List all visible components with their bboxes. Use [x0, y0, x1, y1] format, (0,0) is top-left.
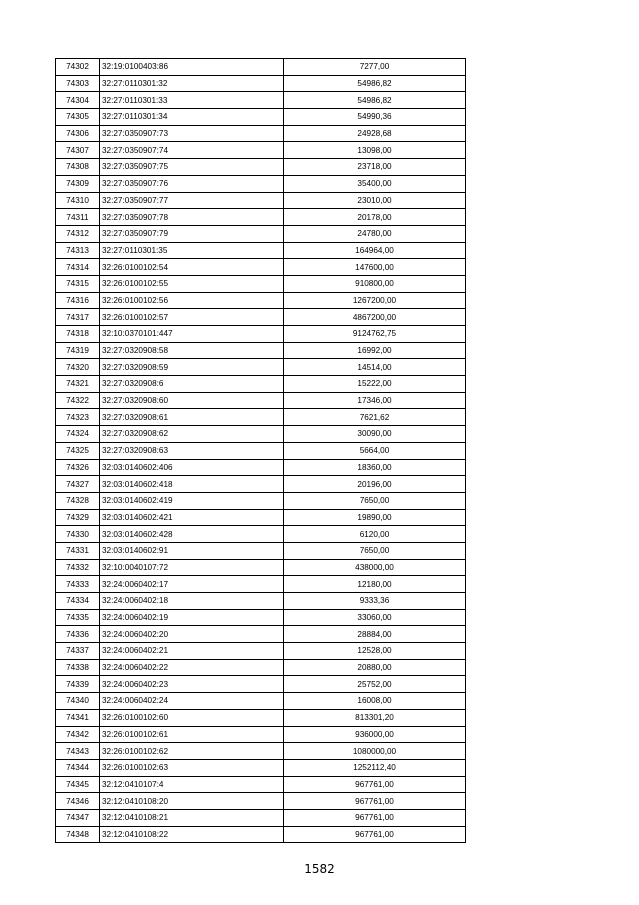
- cadastral-number-cell: 32:27:0110301:34: [100, 109, 284, 126]
- cadastral-number-cell: 32:24:0060402:19: [100, 609, 284, 626]
- cadastral-number-cell: 32:26:0100102:60: [100, 709, 284, 726]
- value-cell: 813301,20: [284, 709, 466, 726]
- row-number-cell: 74327: [56, 476, 100, 493]
- cadastral-number-cell: 32:27:0350907:75: [100, 159, 284, 176]
- row-number-cell: 74323: [56, 409, 100, 426]
- value-cell: 23718,00: [284, 159, 466, 176]
- cadastral-number-cell: 32:27:0320908:62: [100, 426, 284, 443]
- value-cell: 14514,00: [284, 359, 466, 376]
- value-cell: 936000,00: [284, 726, 466, 743]
- value-cell: 19890,00: [284, 509, 466, 526]
- row-number-cell: 74342: [56, 726, 100, 743]
- table-row: [56, 209, 466, 226]
- row-number-cell: 74343: [56, 743, 100, 760]
- row-number-cell: 74333: [56, 576, 100, 593]
- cadastral-number-cell: 32:26:0100102:54: [100, 259, 284, 276]
- page-number: 1582: [304, 862, 335, 876]
- cadastral-number-cell: 32:03:0140602:428: [100, 526, 284, 543]
- row-number-cell: 74316: [56, 292, 100, 309]
- table-row: [56, 376, 466, 393]
- value-cell: 5664,00: [284, 442, 466, 459]
- value-cell: 30090,00: [284, 426, 466, 443]
- cadastral-number-cell: 32:27:0350907:76: [100, 175, 284, 192]
- value-cell: 25752,00: [284, 676, 466, 693]
- cadastral-number-cell: 32:27:0320908:60: [100, 392, 284, 409]
- table-row: [56, 192, 466, 209]
- cadastral-number-cell: 32:24:0060402:24: [100, 693, 284, 710]
- row-number-cell: 74345: [56, 776, 100, 793]
- table-row: [56, 626, 466, 643]
- data-table: [55, 58, 466, 843]
- row-number-cell: 74348: [56, 826, 100, 843]
- value-cell: 967761,00: [284, 809, 466, 826]
- row-number-cell: 74331: [56, 542, 100, 559]
- table-row: [56, 676, 466, 693]
- value-cell: 967761,00: [284, 826, 466, 843]
- cadastral-number-cell: 32:27:0350907:73: [100, 125, 284, 142]
- table-row: [56, 275, 466, 292]
- table-row: [56, 609, 466, 626]
- cadastral-number-cell: 32:27:0350907:78: [100, 209, 284, 226]
- value-cell: 164964,00: [284, 242, 466, 259]
- table-row: [56, 509, 466, 526]
- cadastral-number-cell: 32:27:0350907:77: [100, 192, 284, 209]
- row-number-cell: 74317: [56, 309, 100, 326]
- table-row: [56, 125, 466, 142]
- row-number-cell: 74314: [56, 259, 100, 276]
- cadastral-number-cell: 32:03:0140602:91: [100, 542, 284, 559]
- table-row: [56, 109, 466, 126]
- value-cell: 16008,00: [284, 693, 466, 710]
- row-number-cell: 74325: [56, 442, 100, 459]
- value-cell: 147600,00: [284, 259, 466, 276]
- row-number-cell: 74320: [56, 359, 100, 376]
- row-number-cell: 74311: [56, 209, 100, 226]
- value-cell: 1080000,00: [284, 743, 466, 760]
- table-row: [56, 526, 466, 543]
- table-row: [56, 659, 466, 676]
- value-cell: 9124762,75: [284, 326, 466, 343]
- cadastral-number-cell: 32:12:0410107:4: [100, 776, 284, 793]
- table-row: [56, 776, 466, 793]
- cadastral-number-cell: 32:24:0060402:18: [100, 593, 284, 610]
- table-row: [56, 593, 466, 610]
- table-row: [56, 459, 466, 476]
- row-number-cell: 74330: [56, 526, 100, 543]
- value-cell: 13098,00: [284, 142, 466, 159]
- row-number-cell: 74307: [56, 142, 100, 159]
- row-number-cell: 74344: [56, 759, 100, 776]
- value-cell: 12180,00: [284, 576, 466, 593]
- cadastral-number-cell: 32:24:0060402:22: [100, 659, 284, 676]
- cadastral-number-cell: 32:19:0100403:86: [100, 59, 284, 76]
- value-cell: 7650,00: [284, 492, 466, 509]
- value-cell: 16992,00: [284, 342, 466, 359]
- cadastral-number-cell: 32:03:0140602:421: [100, 509, 284, 526]
- row-number-cell: 74324: [56, 426, 100, 443]
- value-cell: 24780,00: [284, 225, 466, 242]
- cadastral-number-cell: 32:27:0350907:79: [100, 225, 284, 242]
- table-row: [56, 693, 466, 710]
- value-cell: 1252112,40: [284, 759, 466, 776]
- row-number-cell: 74319: [56, 342, 100, 359]
- cadastral-number-cell: 32:24:0060402:17: [100, 576, 284, 593]
- table-row: [56, 709, 466, 726]
- table-row: [56, 826, 466, 843]
- value-cell: 7277,00: [284, 59, 466, 76]
- row-number-cell: 74315: [56, 275, 100, 292]
- value-cell: 20880,00: [284, 659, 466, 676]
- row-number-cell: 74309: [56, 175, 100, 192]
- value-cell: 17346,00: [284, 392, 466, 409]
- row-number-cell: 74337: [56, 643, 100, 660]
- value-cell: 9333,36: [284, 593, 466, 610]
- cadastral-number-cell: 32:10:0040107:72: [100, 559, 284, 576]
- cadastral-number-cell: 32:27:0320908:63: [100, 442, 284, 459]
- table-row: [56, 743, 466, 760]
- table-row: [56, 292, 466, 309]
- table-row: [56, 75, 466, 92]
- table-row: [56, 259, 466, 276]
- table-row: [56, 309, 466, 326]
- row-number-cell: 74326: [56, 459, 100, 476]
- value-cell: 54986,82: [284, 92, 466, 109]
- row-number-cell: 74305: [56, 109, 100, 126]
- cadastral-number-cell: 32:26:0100102:62: [100, 743, 284, 760]
- row-number-cell: 74318: [56, 326, 100, 343]
- row-number-cell: 74303: [56, 75, 100, 92]
- table-row: [56, 809, 466, 826]
- table-row: [56, 242, 466, 259]
- value-cell: 28884,00: [284, 626, 466, 643]
- row-number-cell: 74341: [56, 709, 100, 726]
- table-row: [56, 426, 466, 443]
- cadastral-number-cell: 32:26:0100102:55: [100, 275, 284, 292]
- value-cell: 20196,00: [284, 476, 466, 493]
- cadastral-number-cell: 32:26:0100102:61: [100, 726, 284, 743]
- value-cell: 6120,00: [284, 526, 466, 543]
- row-number-cell: 74312: [56, 225, 100, 242]
- cadastral-number-cell: 32:26:0100102:63: [100, 759, 284, 776]
- table-row: [56, 326, 466, 343]
- cadastral-number-cell: 32:03:0140602:418: [100, 476, 284, 493]
- table-row: [56, 92, 466, 109]
- table-row: [56, 159, 466, 176]
- row-number-cell: 74313: [56, 242, 100, 259]
- value-cell: 24928,68: [284, 125, 466, 142]
- cadastral-number-cell: 32:27:0320908:59: [100, 359, 284, 376]
- cadastral-number-cell: 32:27:0110301:35: [100, 242, 284, 259]
- cadastral-number-cell: 32:27:0320908:61: [100, 409, 284, 426]
- value-cell: 35400,00: [284, 175, 466, 192]
- value-cell: 7650,00: [284, 542, 466, 559]
- value-cell: 967761,00: [284, 793, 466, 810]
- value-cell: 7621,62: [284, 409, 466, 426]
- row-number-cell: 74329: [56, 509, 100, 526]
- value-cell: 20178,00: [284, 209, 466, 226]
- value-cell: 1267200,00: [284, 292, 466, 309]
- table-row: [56, 359, 466, 376]
- table-row: [56, 59, 466, 76]
- row-number-cell: 74306: [56, 125, 100, 142]
- table-row: [56, 759, 466, 776]
- row-number-cell: 74332: [56, 559, 100, 576]
- row-number-cell: 74338: [56, 659, 100, 676]
- cadastral-number-cell: 32:24:0060402:21: [100, 643, 284, 660]
- table-row: [56, 409, 466, 426]
- row-number-cell: 74347: [56, 809, 100, 826]
- cadastral-number-cell: 32:26:0100102:56: [100, 292, 284, 309]
- row-number-cell: 74308: [56, 159, 100, 176]
- table-body: [56, 59, 466, 843]
- table-row: [56, 342, 466, 359]
- row-number-cell: 74302: [56, 59, 100, 76]
- cadastral-number-cell: 32:10:0370101:447: [100, 326, 284, 343]
- table-row: [56, 559, 466, 576]
- value-cell: 4867200,00: [284, 309, 466, 326]
- table-row: [56, 175, 466, 192]
- cadastral-number-cell: 32:27:0350907:74: [100, 142, 284, 159]
- cadastral-number-cell: 32:03:0140602:406: [100, 459, 284, 476]
- value-cell: 12528,00: [284, 643, 466, 660]
- table-row: [56, 476, 466, 493]
- table-row: [56, 793, 466, 810]
- cadastral-number-cell: 32:26:0100102:57: [100, 309, 284, 326]
- cadastral-number-cell: 32:27:0110301:32: [100, 75, 284, 92]
- cadastral-number-cell: 32:27:0320908:58: [100, 342, 284, 359]
- table-row: [56, 442, 466, 459]
- table-row: [56, 726, 466, 743]
- value-cell: 54986,82: [284, 75, 466, 92]
- table-row: [56, 542, 466, 559]
- row-number-cell: 74334: [56, 593, 100, 610]
- cadastral-number-cell: 32:12:0410108:21: [100, 809, 284, 826]
- table-row: [56, 576, 466, 593]
- table-row: [56, 492, 466, 509]
- value-cell: 967761,00: [284, 776, 466, 793]
- cadastral-number-cell: 32:27:0320908:6: [100, 376, 284, 393]
- row-number-cell: 74321: [56, 376, 100, 393]
- row-number-cell: 74310: [56, 192, 100, 209]
- table-row: [56, 392, 466, 409]
- value-cell: 23010,00: [284, 192, 466, 209]
- cadastral-number-cell: 32:24:0060402:23: [100, 676, 284, 693]
- value-cell: 438000,00: [284, 559, 466, 576]
- table-row: [56, 643, 466, 660]
- row-number-cell: 74346: [56, 793, 100, 810]
- value-cell: 54990,36: [284, 109, 466, 126]
- value-cell: 33060,00: [284, 609, 466, 626]
- row-number-cell: 74335: [56, 609, 100, 626]
- row-number-cell: 74328: [56, 492, 100, 509]
- row-number-cell: 74322: [56, 392, 100, 409]
- cadastral-number-cell: 32:27:0110301:33: [100, 92, 284, 109]
- value-cell: 18360,00: [284, 459, 466, 476]
- value-cell: 910800,00: [284, 275, 466, 292]
- cadastral-number-cell: 32:12:0410108:20: [100, 793, 284, 810]
- cadastral-number-cell: 32:12:0410108:22: [100, 826, 284, 843]
- row-number-cell: 74336: [56, 626, 100, 643]
- row-number-cell: 74339: [56, 676, 100, 693]
- cadastral-number-cell: 32:03:0140602:419: [100, 492, 284, 509]
- table-row: [56, 225, 466, 242]
- row-number-cell: 74340: [56, 693, 100, 710]
- row-number-cell: 74304: [56, 92, 100, 109]
- cadastral-number-cell: 32:24:0060402:20: [100, 626, 284, 643]
- table-row: [56, 142, 466, 159]
- value-cell: 15222,00: [284, 376, 466, 393]
